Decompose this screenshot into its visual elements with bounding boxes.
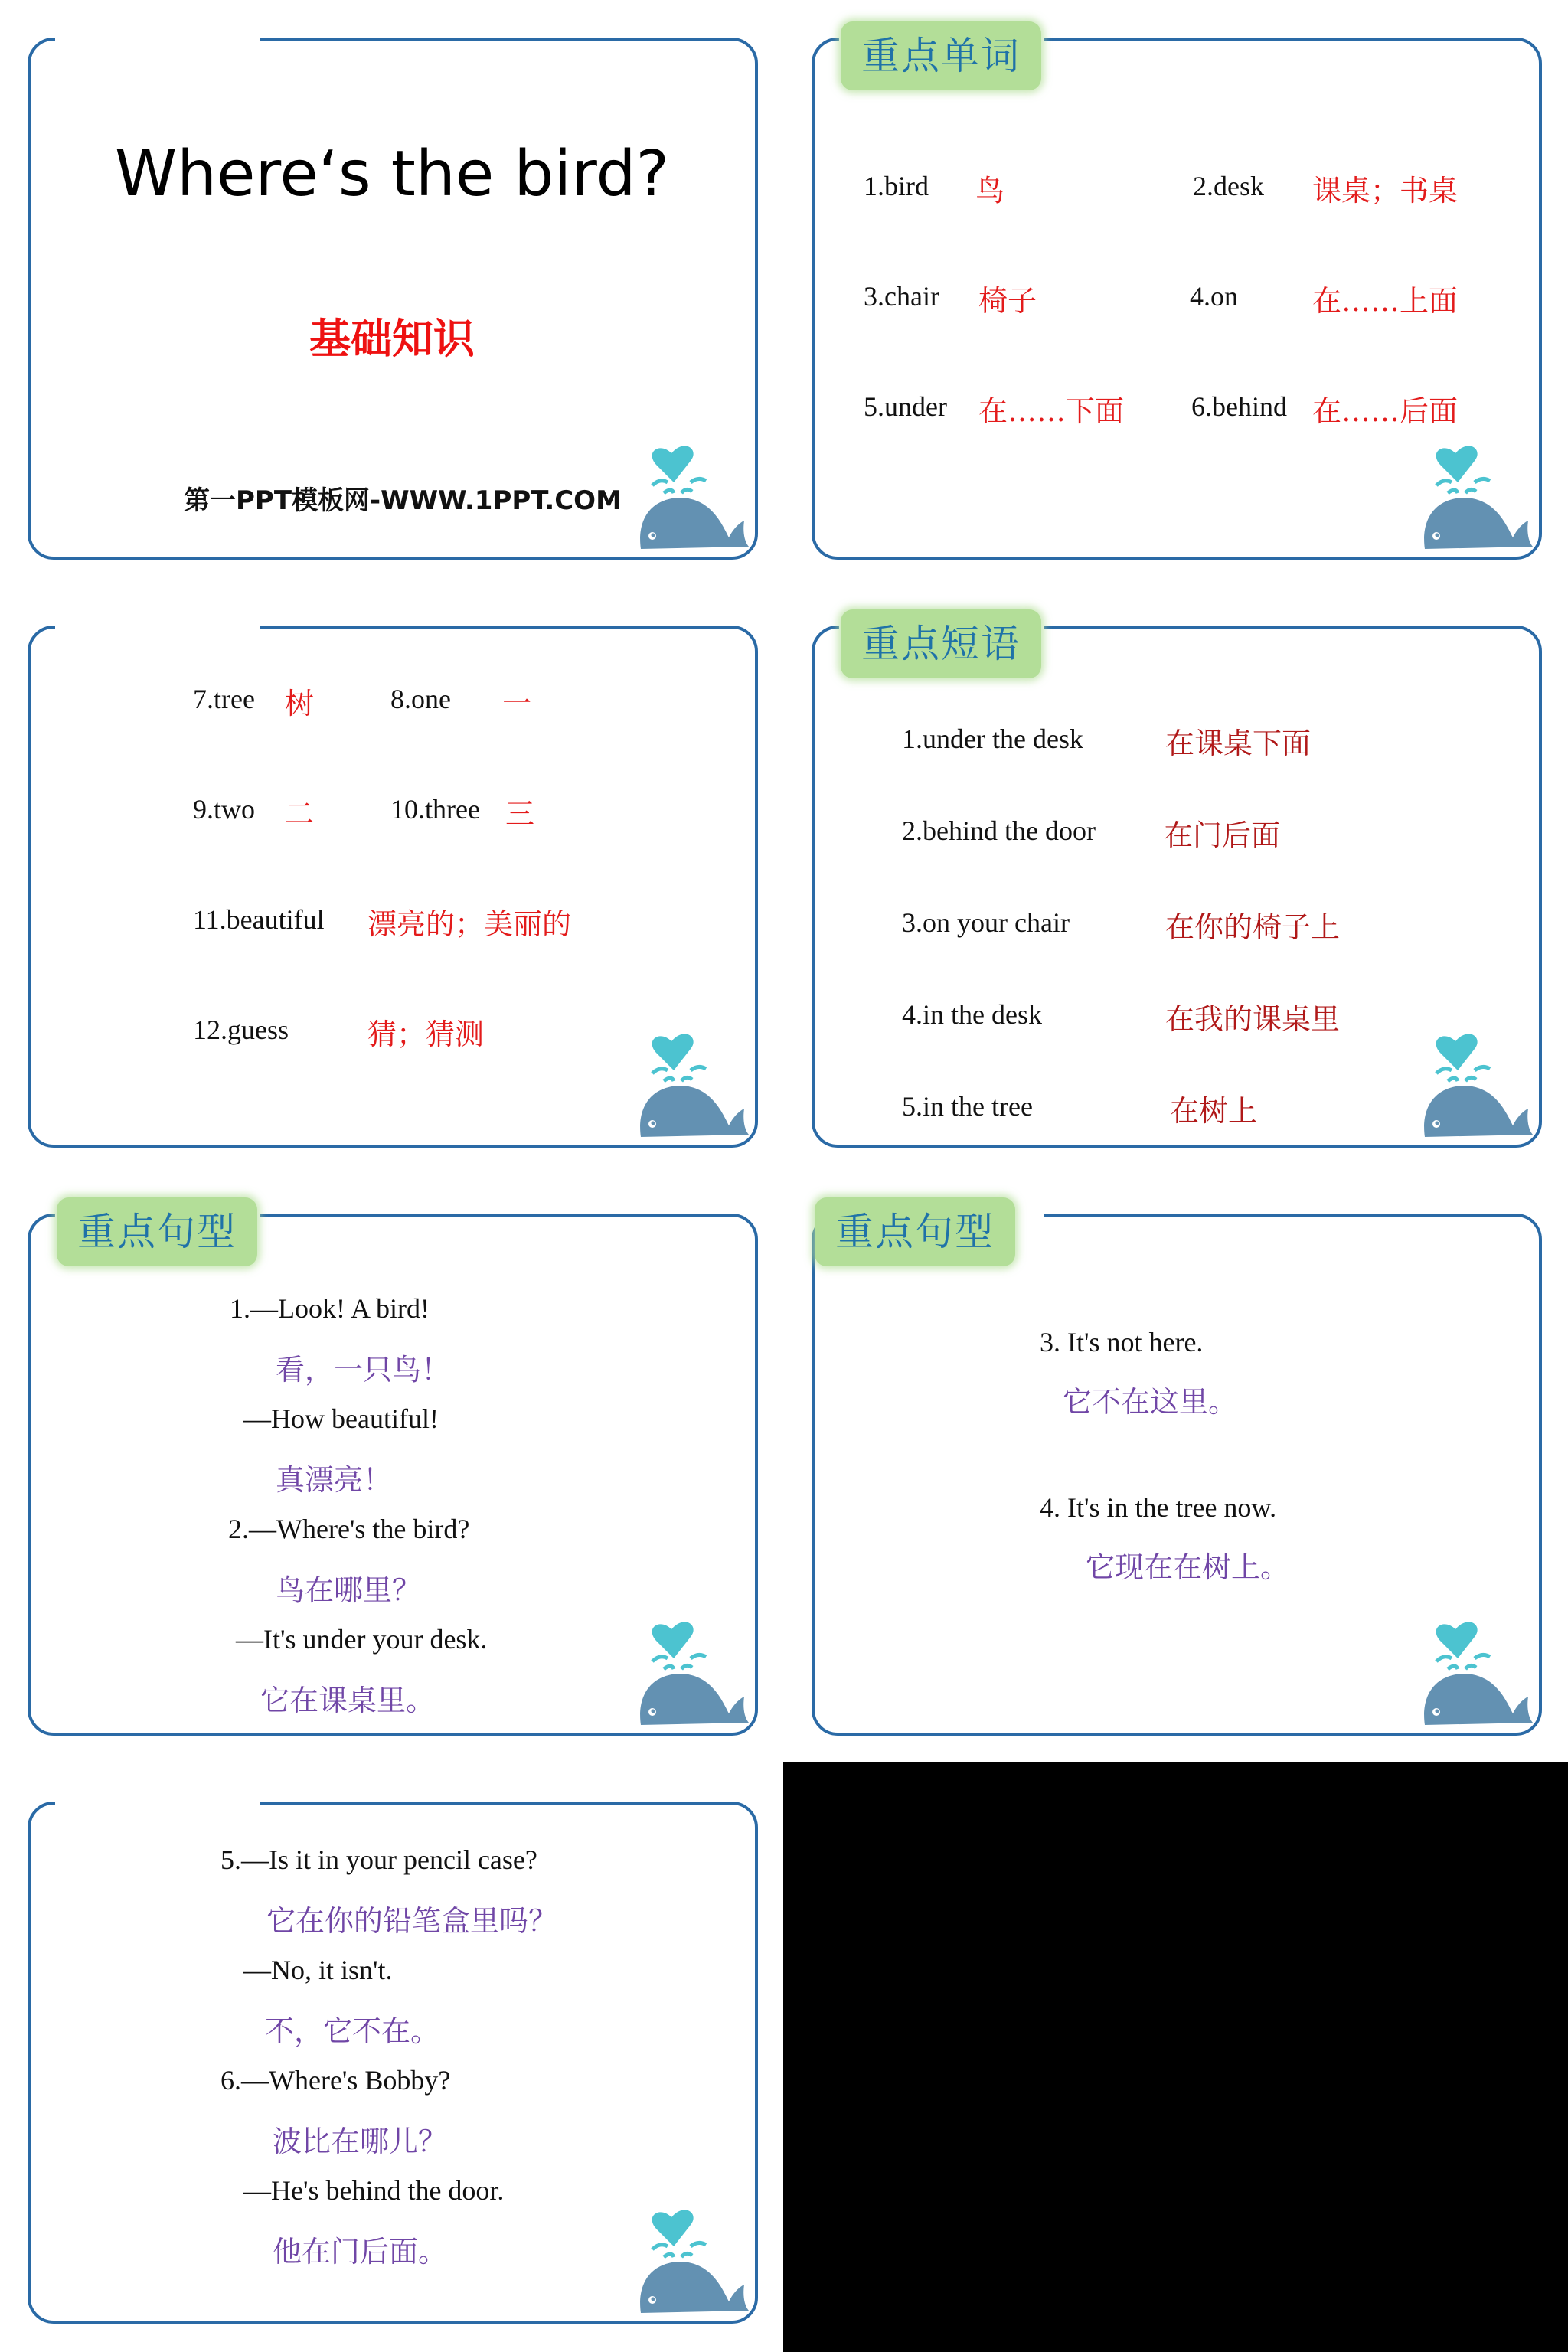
- word-zh: 猜；猜测: [368, 1018, 485, 1051]
- sentence-en: 3. It's not here.: [1040, 1327, 1204, 1357]
- phrase-zh: 在门后面: [1164, 818, 1281, 852]
- slide-key-words-2: [0, 588, 784, 1176]
- word-zh: 在……下面: [978, 394, 1125, 428]
- word-en: 4.on: [1190, 281, 1238, 312]
- slide-key-sentences-3: [0, 1764, 784, 2352]
- section-tab: 重点短语: [841, 609, 1041, 678]
- slide-title: [0, 0, 784, 588]
- section-tab: 重点句型: [815, 1197, 1015, 1266]
- word-zh: 在……上面: [1312, 284, 1459, 318]
- sentence-en: 1.—Look! A bird!: [230, 1293, 430, 1324]
- word-en: 7.tree: [193, 684, 255, 714]
- sentence-en: —He's behind the door.: [243, 2175, 505, 2206]
- word-en: 12.guess: [193, 1014, 289, 1045]
- slide-key-sentences-2: [784, 1176, 1568, 1764]
- lesson-subtitle: 基础知识: [309, 315, 475, 363]
- phrase-zh: 在树上: [1170, 1094, 1258, 1128]
- slide-key-words-1: [784, 0, 1568, 588]
- site-footer: 第一PPT模板网-WWW.1PPT.COM: [184, 485, 622, 516]
- word-en: 8.one: [390, 684, 451, 714]
- empty-black-area: [783, 1762, 1568, 2352]
- section-tab: 重点句型: [57, 1197, 257, 1266]
- sentence-en: 5.—Is it in your pencil case?: [220, 1844, 537, 1875]
- phrase-en: 1.under the desk: [902, 724, 1083, 754]
- word-zh: 漂亮的；美丽的: [368, 907, 572, 941]
- sentence-zh: 鸟在哪里？: [276, 1573, 422, 1607]
- phrase-en: 4.in the desk: [902, 999, 1042, 1030]
- word-en: 1.bird: [864, 171, 929, 201]
- whale-icon: [1421, 1026, 1534, 1141]
- frame-gap: [55, 1795, 260, 1811]
- frame-gap: [55, 31, 260, 47]
- phrase-en: 3.on your chair: [902, 907, 1070, 938]
- phrase-zh: 在我的课桌里: [1165, 1002, 1341, 1036]
- whale-icon: [637, 1026, 750, 1141]
- whale-icon: [637, 1614, 750, 1729]
- word-zh: 二: [285, 797, 315, 831]
- slide-key-phrases: [784, 588, 1568, 1176]
- word-zh: 一: [502, 687, 532, 720]
- section-tab: 重点单词: [841, 21, 1041, 90]
- word-en: 10.three: [390, 794, 480, 825]
- phrase-zh: 在课桌下面: [1165, 727, 1312, 760]
- word-zh: 三: [505, 797, 535, 831]
- word-en: 3.chair: [864, 281, 939, 312]
- sentence-zh: 它不在这里。: [1063, 1385, 1238, 1419]
- slide-key-sentences-1: [0, 1176, 784, 1764]
- sentence-zh: 它现在在树上。: [1086, 1550, 1290, 1584]
- whale-icon: [637, 438, 750, 553]
- sentence-zh: 他在门后面。: [273, 2235, 448, 2269]
- sentence-zh: 它在课桌里。: [260, 1684, 436, 1717]
- word-en: 11.beautiful: [193, 904, 325, 935]
- sentence-en: —How beautiful!: [243, 1403, 439, 1434]
- word-zh: 在……后面: [1312, 394, 1459, 428]
- sentence-zh: 不，它不在。: [265, 2014, 440, 2048]
- sentence-en: —No, it isn't.: [243, 1955, 393, 1985]
- frame-gap: [55, 619, 260, 635]
- sentence-en: 2.—Where's the bird?: [228, 1514, 470, 1544]
- word-zh: 鸟: [975, 174, 1005, 207]
- sentence-zh: 它在你的铅笔盒里吗？: [266, 1904, 558, 1938]
- lesson-title: Where‘s the bird?: [114, 138, 670, 211]
- whale-icon: [1421, 1614, 1534, 1729]
- sentence-zh: 波比在哪儿？: [273, 2125, 448, 2158]
- phrase-zh: 在你的椅子上: [1165, 910, 1341, 944]
- word-en: 5.under: [864, 391, 947, 422]
- sentence-zh: 看，一只鸟！: [276, 1353, 451, 1387]
- word-zh: 椅子: [978, 284, 1037, 318]
- whale-icon: [637, 2202, 750, 2317]
- phrase-en: 5.in the tree: [902, 1091, 1033, 1122]
- word-en: 2.desk: [1193, 171, 1264, 201]
- whale-icon: [1421, 438, 1534, 553]
- word-en: 6.behind: [1191, 391, 1287, 422]
- sentence-zh: 真漂亮！: [276, 1463, 393, 1497]
- phrase-en: 2.behind the door: [902, 815, 1096, 846]
- sentence-en: 4. It's in the tree now.: [1040, 1492, 1277, 1523]
- word-zh: 树: [285, 687, 315, 720]
- word-en: 9.two: [193, 794, 255, 825]
- word-zh: 课桌；书桌: [1312, 174, 1459, 207]
- sentence-en: 6.—Where's Bobby?: [220, 2065, 451, 2096]
- sentence-en: —It's under your desk.: [236, 1624, 488, 1655]
